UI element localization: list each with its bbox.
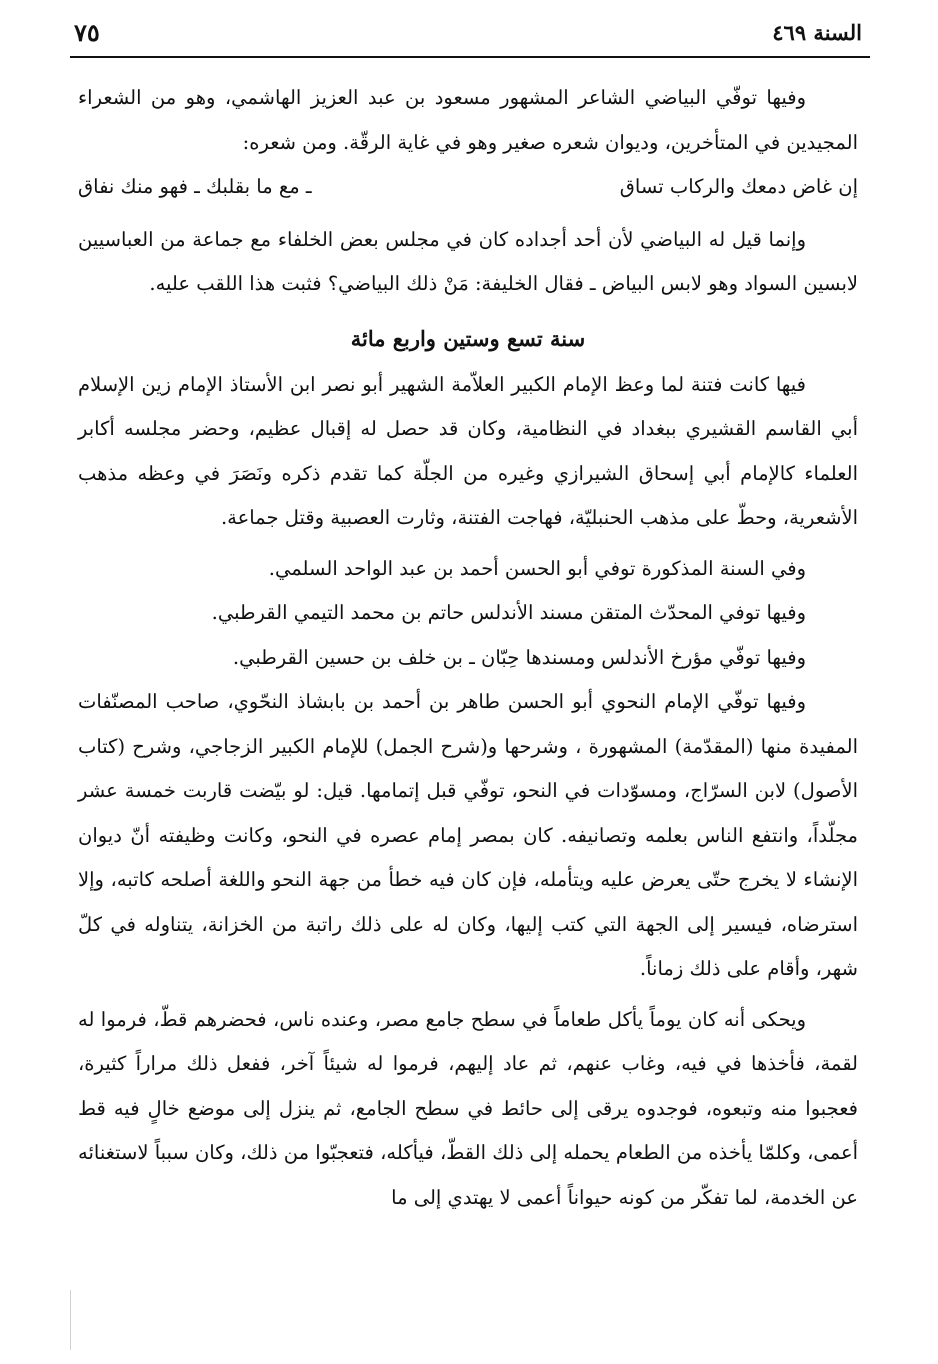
death-notice-sulami: وفي السنة المذكورة توفي أبو الحسن أحمد بن عبد الواحد السلمي. <box>268 556 806 580</box>
header-rule <box>70 56 870 58</box>
verse-second-hemistich: ـ مع ما بقلبك ـ فهو منك نفاق <box>78 175 312 198</box>
poem-verse <box>78 165 858 210</box>
section-title: سنة تسع وستين واربع مائة <box>350 325 586 351</box>
death-notice-hibban: وفيها توفّي مؤرخ الأندلس ومسندها حِبّان ـ بن خلف بن حسين القرطبي. <box>232 645 806 669</box>
page-number: ٧٥ <box>74 18 100 47</box>
death-notice-qurtubi: وفيها توفي المحدّث المتقن مسند الأندلس حاتم بن محمد التيمي القرطبي. <box>211 601 806 624</box>
paragraph-bayadi-death: وفيها توفّي البياضي الشاعر المشهور مسعود بن عبد العزيز الهاشمي، وهو من الشعراء المجيدين في المتأخرين، وديوان شعره صغير وهو في غاية الرقّة. ومن شعره: <box>78 86 858 154</box>
page-header <box>70 14 870 54</box>
paragraph-babshadh: وفيها توفّي الإمام النحوي أبو الحسن طاهر بن أحمد بن بابشاذ النحّوي، صاحب المصنّفات المفيدة منها (المقدّمة) المشهورة ، وشرحها و(شرح الجمل) للإمام الكبير الزجاجي، وشرح (كتاب الأصول) لابن السرّاج، ومسوّدات في النحو، توفّي قبل إتمامها. قيل: لو بيّضت قاربت خمسة عشر مجلّداً، وانتفع الناس بعلمه وتصانيفه. كان بمصر إمام عصره في النحو، وكانت وظيفته أنّ ديوان الإنشاء لا يخرج حتّى يعرض عليه ويتأمله، فإن كان فيه خطأ من جهة النحو واللغة أصلحه كاتبه، وإلا استرضاه، فيسير إلى الجهة التي كتب إليها، وكان له على ذلك راتبة من الخزانة، يتناوله في كلّ شهر، وأقام على ذلك زماناً. <box>78 690 858 980</box>
page-body <box>78 76 858 1220</box>
paragraph-fitna: فيها كانت فتنة لما وعظ الإمام الكبير العلاّمة الشهير أبو نصر ابن الأستاذ الإمام زين الإسلام أبي القاسم القشيري ببغداد في النظامية، وكان قد حصل له إقبال عظيم، وحضر مجلسه أكابر العلماء كالإمام أبي إسحاق الشيرازي وغيره من الجلّة كما تقدم ذكره ونَصَرَ في وعظه مذهب الأشعرية، وحطّ على مذهب الحنبليّة، فهاجت الفتنة، وثارت العصبية وقتل جماعة. <box>78 372 858 529</box>
verse-first-hemistich: إن غاض دمعك والركاب تساق <box>619 175 858 198</box>
scan-margin-mark <box>70 1290 71 1350</box>
paragraph-bayadi-name: وإنما قيل له البياضي لأن أحد أجداده كان في مجلس بعض الخلفاء مع جماعة من العباسيين لابسين السواد وهو لابس البياض ـ فقال الخليفة: مَنْ ذلك البياضي؟ فثبت هذا اللقب عليه. <box>78 227 858 295</box>
paragraph-cat-story: ويحكى أنه كان يوماً يأكل طعاماً في سطح جامع مصر، وعنده ناس، فحضرهم قطّ، فرموا له لقمة، فأخذها في فيه، وغاب عنهم، ثم عاد إليهم، فرموا له شيئاً آخر، ففعل ذلك مراراً كثيرة، فعجبوا منه وتبعوه، فوجدوه يرقى إلى حائط في سطح الجامع، ثم ينزل إلى موضع خالٍ فيه قط أعمى، وكلمّا يأخذه من الطعام يحمله إلى ذلك القطّ، فيأكله، فتعجبّوا من ذلك، وكان سبباً لاستغنائه عن الخدمة، لما تفكّر من كونه حيواناً أعمى لا يهتدي إلى ما <box>78 1007 858 1209</box>
running-head: السنة ٤٦٩ <box>772 20 862 45</box>
